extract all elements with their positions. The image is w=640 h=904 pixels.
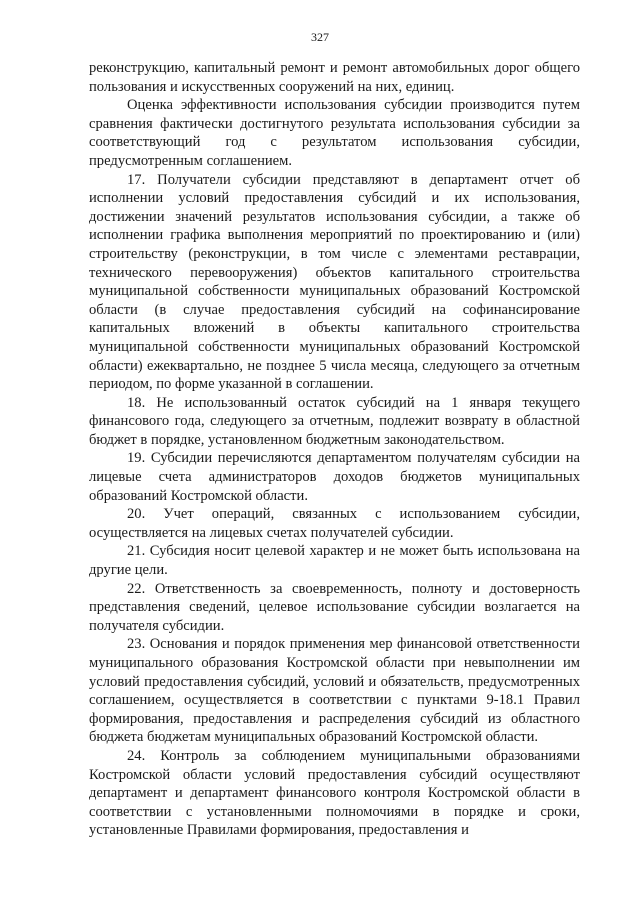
page-number: 327	[311, 30, 329, 44]
document-body	[89, 59, 580, 840]
paragraph-continuation: реконструкцию, капитальный ремонт и ремонт автомобильных дорог общего пользования и искусственных сооружений на них, единиц.	[89, 60, 580, 95]
paragraph-20: 20. Учет операций, связанных с использованием субсидии, осуществляется на лицевых счетах получателей субсидии.	[89, 506, 580, 541]
paragraph-23: 23. Основания и порядок применения мер финансовой ответственности муниципального образования Костромской области при невыполнении им условий предоставления субсидий, условий и обязательств, предусмотренных соглашением, осуществляется в соответствии с пунктами 9-18.1 Правил формирования, предоставления и распределения субсидий из областного бюджета бюджетам муниципальных образований Костромской области.	[89, 636, 580, 746]
paragraph-22: 22. Ответственность за своевременность, полноту и достоверность представления сведений, целевое использование субсидии возлагается на получателя субсидии.	[89, 580, 580, 634]
paragraph-19: 19. Субсидии перечисляются департаментом получателям субсидии на лицевые счета администраторов доходов бюджетов муниципальных образований Костромской области.	[89, 450, 580, 504]
paragraph-21: 21. Субсидия носит целевой характер и не может быть использована на другие цели.	[89, 543, 580, 579]
paragraph-evaluation: Оценка эффективности использования субсидии производится путем сравнения фактически достигнутого результата использования субсидии за соответствующий год с результатом использования субсидии, предусмотренным соглашением.	[89, 97, 580, 169]
paragraph-24: 24. Контроль за соблюдением муниципальными образованиями Костромской области условий предоставления субсидий осуществляют департамент и департамент финансового контроля Костромской области в соответствии с установленными полномочиями в порядке и сроки, установленные Правилами формирования, предоставления и	[89, 747, 580, 839]
paragraph-17: 17. Получатели субсидии представляют в департамент отчет об исполнении условий предоставления субсидий и их использования, достижении значений результатов использования субсидии, а также об исполнении графика выполнения мероприятий по проектированию и (или) строительству (реконструкции, в том числе с элементами реставрации, технического перевооружения) объектов капитального строительства муниципальной собственности муниципальных образований Костромской области (в случае предоставления субсидий на софинансирование капитальных вложений в объекты капитального строительства муниципальной собственности муниципальных образований Костромской области) ежеквартально, не позднее 5 числа месяца, следующего за отчетным периодом, по форме указанной в соглашении.	[89, 171, 580, 393]
paragraph-18: 18. Не использованный остаток субсидий на 1 января текущего финансового года, следующего за отчетным, подлежит возврату в областной бюджет в порядке, установленном бюджетным законодательством.	[89, 394, 580, 448]
